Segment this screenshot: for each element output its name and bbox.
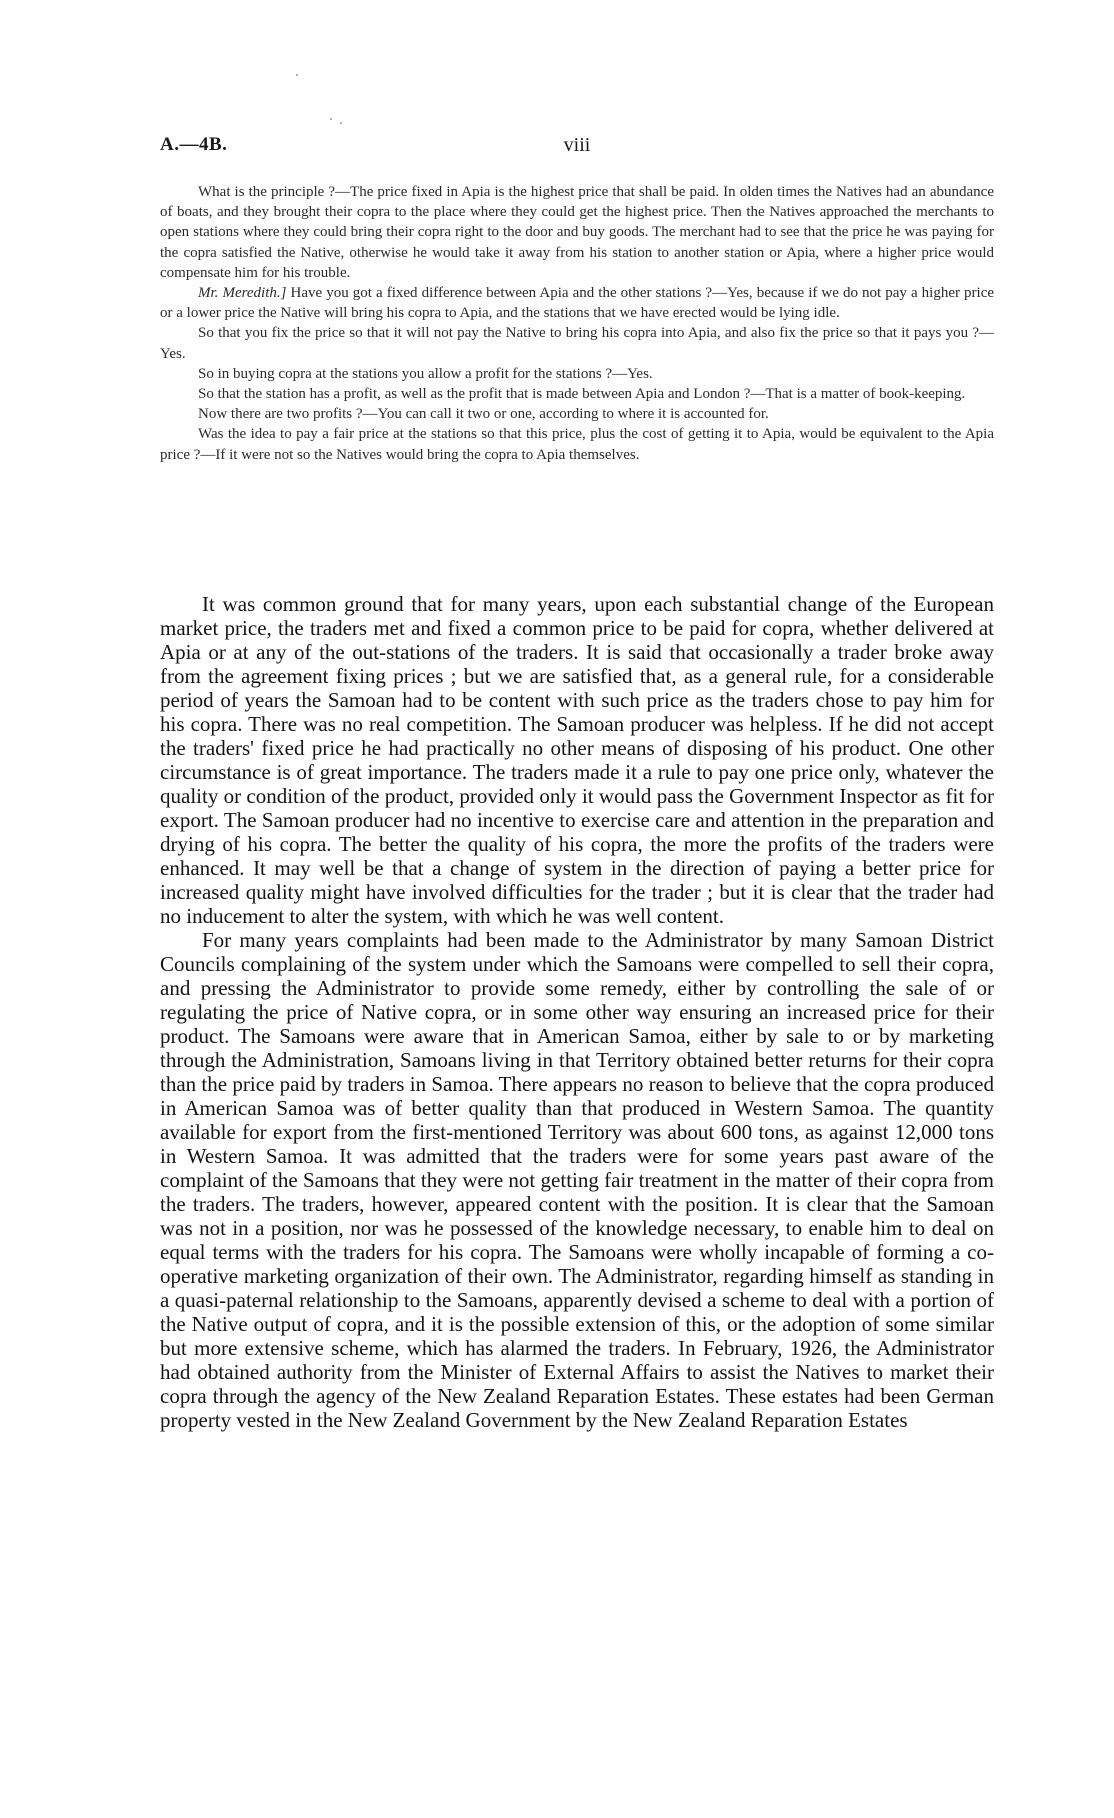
report-paragraph: For many years complaints had been made to the Administrator by many Samoan District Councils complaining of the system under which the Samoans were compelled to sell their copra, and pressing the Administrator to provide some remedy, either by controlling the sale of or regulating the price of Native copra, or in some other way ensuring an increased price for their product. The Samoans were aware that in American Samoa, either by sale to or by marketing through the Administration, Samoans living in that Territory obtained better returns for their copra than the price paid by traders in Samoa. There appears no reason to believe that the copra produced in American Samoa was of better quality than that produced in Western Samoa. The quantity available for export from the first-mentioned Territory was about 600 tons, as against 12,000 tons in Western Samoa. It was admitted that the traders were for some years past aware of the complaint of the Samoans that they were not getting fair treatment in the matter of their copra from the traders. The traders, however, appeared content with the position. It is clear that the Samoan was not in a position, nor was he possessed of the knowledge necessary, to enable him to deal on equal terms with the traders for his copra. The Samoans were wholly incapable of forming a co-operative marketing organization of their own. The Administrator, regarding himself as standing in a quasi-paternal relationship to the Samoans, apparently devised a scheme to deal with a portion of the Native output of copra, and it is the possible extension of this, or the adoption of some similar but more extensive scheme, which has alarmed the traders. In February, 1926, the Administrator had obtained authority from the Minister of External Affairs to assist the Natives to market their copra through the agency of the New Zealand Reparation Estates. These estates had been German property vested in the New Zealand Government by the New Zealand Reparation Estates	[160, 928, 994, 1432]
evidence-text: Was the idea to pay a fair price at the stations so that this price, plus the cost of getting it to Apia, would be equivalent to the Apia price ?—If it were not so the Natives would bring the copra to Apia themselves.	[160, 426, 994, 463]
speaker-label: Mr. Meredith.]	[198, 285, 287, 302]
scan-speck	[330, 118, 332, 120]
page-number: viii	[563, 134, 591, 156]
evidence-text: Now there are two profits ?—You can call it two or one, according to where it is accounted for.	[198, 406, 769, 423]
evidence-paragraph	[160, 364, 994, 384]
evidence-paragraph	[160, 323, 994, 363]
evidence-paragraph	[160, 404, 994, 424]
scan-speck	[296, 74, 298, 76]
evidence-paragraph	[160, 384, 994, 404]
evidence-text: So that the station has a profit, as well as the profit that is made between Apia and London ?—That is a matter of book-keeping.	[198, 386, 966, 403]
report-body	[160, 592, 994, 1432]
evidence-paragraph	[160, 182, 994, 283]
scan-speck	[340, 122, 342, 124]
evidence-text: What is the principle ?—The price fixed in Apia is the highest price that shall be paid. In olden times the Natives had an abundance of boats, and they brought their copra to the place where they could get the highest price. Then the Natives approached the merchants to open stations where they could bring their copra right to the door and buy goods. The merchant had to see that the price he was paying for the copra satisfied the Native, otherwise he would take it away from his station to another station or Apia, where a higher price would compensate him for his trouble.	[160, 184, 994, 281]
document-reference: A.—4B.	[160, 134, 228, 155]
evidence-text: So that you fix the price so that it will not pay the Native to bring his copra into Apia, and also fix the price so that it pays you ?—Yes.	[160, 325, 994, 362]
evidence-paragraph	[160, 424, 994, 464]
report-paragraph: It was common ground that for many years, upon each substantial change of the European market price, the traders met and fixed a common price to be paid for copra, whether delivered at Apia or at any of the out-stations of the traders. It is said that occasionally a trader broke away from the agreement fixing prices ; but we are satisfied that, as a general rule, for a considerable period of years the Samoan had to be content with such price as the traders chose to pay him for his copra. There was no real competition. The Samoan producer was helpless. If he did not accept the traders' fixed price he had practically no other means of disposing of his product. One other circumstance is of great importance. The traders made it a rule to pay one price only, whatever the quality or condition of the product, provided only it would pass the Government Inspector as fit for export. The Samoan producer had no incentive to exercise care and attention in the preparation and drying of his copra. The better the quality of his copra, the more the profits of the traders were enhanced. It may well be that a change of system in the direction of paying a better price for increased quality might have involved difficulties for the trader ; but it is clear that the trader had no inducement to alter the system, with which he was well content.	[160, 592, 994, 928]
evidence-paragraph	[160, 283, 994, 323]
evidence-section	[160, 182, 994, 465]
page-header	[160, 134, 994, 164]
evidence-text: Have you got a fixed difference between Apia and the other stations ?—Yes, because if we do not pay a higher price or a lower price the Native will bring his copra to Apia, and the stations that we have erected would be lying idle.	[160, 285, 995, 322]
evidence-text: So in buying copra at the stations you allow a profit for the stations ?—Yes.	[198, 365, 653, 382]
